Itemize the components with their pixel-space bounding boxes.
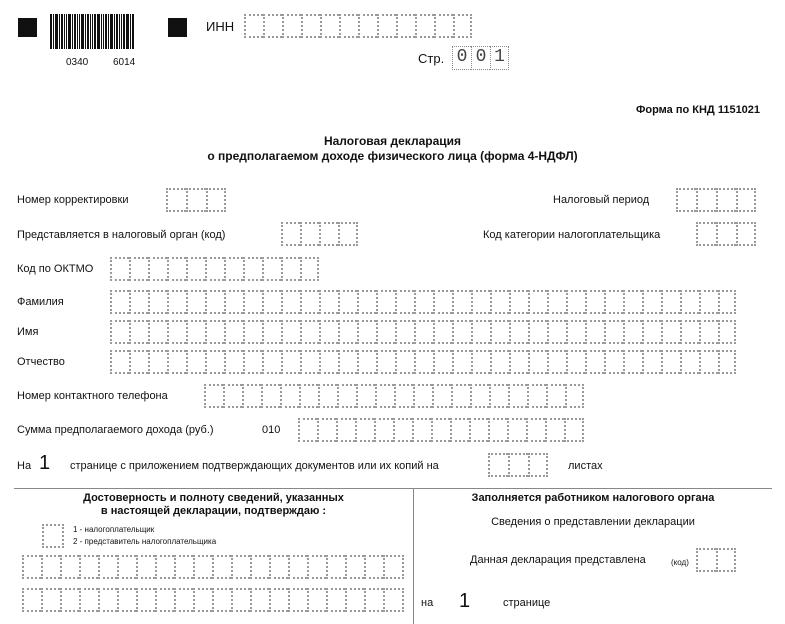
confirm-title-line2: в настоящей декларации, подтверждаю : xyxy=(100,505,327,517)
confirm-option-representative: 2 - представитель налогоплательщика xyxy=(73,537,217,546)
authority-pages-value: 1 xyxy=(459,590,471,612)
on-label: На xyxy=(17,460,32,472)
barcode xyxy=(50,14,135,49)
authority-page-word: странице xyxy=(503,597,551,609)
tax-authority-label: Представляется в налоговый орган (код) xyxy=(17,229,226,241)
authority-subtitle: Сведения о представлении декларации xyxy=(491,516,695,528)
submitted-label: Данная декларация представлена xyxy=(470,554,646,566)
section-divider xyxy=(14,488,772,489)
oktmo-field[interactable] xyxy=(110,257,319,281)
confirm-title-line1: Достоверность и полноту сведений, указанных xyxy=(83,492,344,504)
form-title: Налоговая декларация xyxy=(323,134,462,148)
sheets-count-field[interactable] xyxy=(488,453,548,477)
page-digit: 0 xyxy=(452,46,471,70)
column-divider xyxy=(413,488,414,624)
patronymic-field[interactable] xyxy=(110,350,736,374)
authority-title: Заполняется работником налогового органа xyxy=(471,492,715,504)
alignment-mark-left xyxy=(18,18,37,37)
income-sum-label: Сумма предполагаемого дохода (руб.) xyxy=(17,424,214,436)
submission-code-field[interactable] xyxy=(696,548,736,572)
page-number-field xyxy=(452,46,509,70)
oktmo-label: Код по ОКТМО xyxy=(17,263,94,275)
confirm-type-field[interactable] xyxy=(42,524,64,548)
pages-attachment-text: странице с приложением подтверждающих документов или их копий на xyxy=(70,460,439,472)
inn-label: ИНН xyxy=(206,19,235,34)
pages-count-value: 1 xyxy=(39,452,51,474)
signatory-name-line1[interactable] xyxy=(22,555,404,579)
tax-authority-field[interactable] xyxy=(281,222,358,246)
taxpayer-category-field[interactable] xyxy=(696,222,756,246)
barcode-number-right: 6014 xyxy=(113,57,136,68)
name-label: Имя xyxy=(17,326,39,338)
page-digit: 1 xyxy=(490,46,509,70)
patronymic-label: Отчество xyxy=(17,356,65,368)
page-digit: 0 xyxy=(471,46,490,70)
tax-period-field[interactable] xyxy=(676,188,756,212)
submitted-code-label: (код) xyxy=(671,558,689,567)
confirm-option-taxpayer: 1 - налогоплательщик xyxy=(73,525,155,534)
barcode-number-left: 0340 xyxy=(66,57,89,68)
income-line-code: 010 xyxy=(262,424,281,436)
phone-field[interactable] xyxy=(204,384,584,408)
phone-label: Номер контактного телефона xyxy=(17,390,168,402)
surname-label: Фамилия xyxy=(17,296,64,308)
correction-number-field[interactable] xyxy=(166,188,226,212)
income-sum-field[interactable] xyxy=(298,418,584,442)
surname-field[interactable] xyxy=(110,290,736,314)
tax-period-label: Налоговый период xyxy=(553,194,650,206)
page-label: Стр. xyxy=(418,51,445,66)
correction-number-label: Номер корректировки xyxy=(17,194,129,206)
form-subtitle: о предполагаемом доходе физического лица (форма 4-НДФЛ) xyxy=(207,149,578,163)
alignment-mark-right xyxy=(168,18,187,37)
authority-on-label: на xyxy=(421,597,434,609)
name-field[interactable] xyxy=(110,320,736,344)
knd-code: Форма по КНД 1151021 xyxy=(636,104,761,116)
signatory-name-line2[interactable] xyxy=(22,588,404,612)
sheets-label: листах xyxy=(568,460,603,472)
inn-field[interactable] xyxy=(244,14,472,38)
taxpayer-category-label: Код категории налогоплательщика xyxy=(483,229,661,241)
